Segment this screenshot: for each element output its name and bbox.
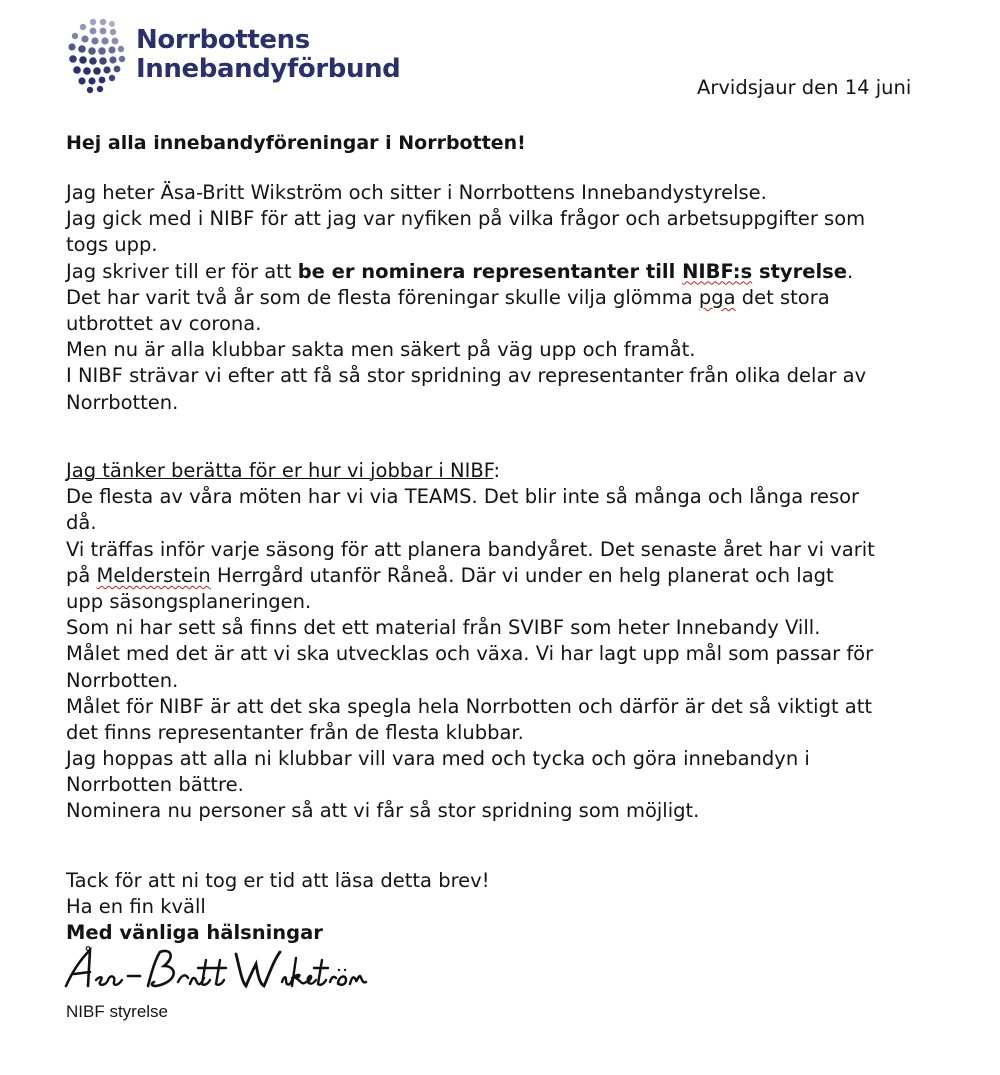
work-line: De flesta av våra möten har vi via TEAMS. Det blir inte så många och långa resor (66, 485, 860, 509)
work-line: Målet för NIBF är att det ska spegla hela Norrbotten och därför är det så viktigt att (66, 694, 873, 718)
work-heading-colon: : (493, 459, 501, 482)
intro-line (66, 285, 966, 311)
work-line: Vi träffas inför varje säsong för att planera bandyåret. Det senaste året har vi varit (66, 537, 875, 561)
nomination-request-text: styrelse (752, 259, 847, 283)
signatory-role: NIBF styrelse (66, 1002, 169, 1021)
intro-line: togs upp. (66, 233, 158, 257)
work-heading (66, 458, 966, 484)
nomination-request-text: be er nominera representanter till (297, 259, 683, 283)
work-heading-text: Jag tänker berätta för er hur vi jobbar i NIBF (66, 459, 494, 482)
sign-off: Med vänliga hälsningar (66, 921, 323, 945)
place-and-date: Arvidsjaur den 14 juni (697, 76, 912, 99)
organization-logo (66, 15, 401, 95)
intro-text: Jag skriver till er för att (66, 259, 298, 283)
work-line: Nominera nu personer så att vi får så stor spridning som möjligt. (66, 799, 700, 823)
work-line (66, 563, 966, 589)
closing-paragraph (66, 868, 966, 947)
intro-text: Det har varit två år som de flesta föreningar skulle vilja glömma (66, 285, 699, 309)
spellcheck-flagged-word: NIBF:s (682, 259, 753, 283)
work-text: på (66, 563, 97, 587)
handwritten-signature (60, 946, 370, 994)
intro-line (66, 259, 966, 285)
closing-line: Tack för att ni tog er tid att läsa detta brev! (66, 869, 490, 892)
work-line: Som ni har sett så finns det ett material från SVIBF som heter Innebandy Vill. (66, 616, 821, 640)
work-line: det finns representanter från de flesta klubbar. (66, 720, 524, 744)
intro-line: utbrottet av corona. (66, 311, 262, 335)
dot-logo-icon (66, 15, 128, 95)
organization-name (136, 26, 400, 84)
intro-line: Jag heter Äsa-Britt Wikström och sitter i Norrbottens Innebandystyrelse. (66, 181, 767, 204)
work-line: då. (66, 511, 97, 535)
letter-greeting: Hej alla innebandyföreningar i Norrbotten! (66, 132, 526, 154)
work-line: Norrbotten. (66, 668, 179, 692)
work-line: Norrbotten bättre. (66, 773, 244, 797)
work-line: Jag hoppas att alla ni klubbar vill vara med och tycka och göra innebandyn i (66, 747, 810, 771)
intro-text: . (847, 259, 854, 283)
spellcheck-flagged-word: Melderstein (96, 563, 211, 587)
work-line: upp säsongsplaneringen. (66, 589, 312, 613)
work-paragraph (66, 458, 966, 825)
organization-name-line2: Innebandyförbund (136, 54, 401, 84)
spellcheck-flagged-word: pga (698, 285, 736, 309)
intro-paragraph (66, 180, 966, 416)
organization-name-line1: Norrbottens (136, 25, 310, 55)
closing-line: Ha en fin kväll (66, 895, 206, 919)
intro-text: det stora (735, 285, 830, 309)
work-line: Målet med det är att vi ska utvecklas och växa. Vi har lagt upp mål som passar för (66, 642, 874, 666)
intro-line: I NIBF strävar vi efter att få så stor spridning av representanter från olika delar av (66, 364, 867, 388)
work-text: Herrgård utanför Råneå. Där vi under en helg planerat och lagt (210, 563, 834, 587)
intro-line: Norrbotten. (66, 390, 179, 414)
intro-line: Men nu är alla klubbar sakta men säkert på väg upp och framåt. (66, 338, 696, 362)
intro-line: Jag gick med i NIBF för att jag var nyfiken på vilka frågor och arbetsuppgifter som (66, 207, 866, 231)
